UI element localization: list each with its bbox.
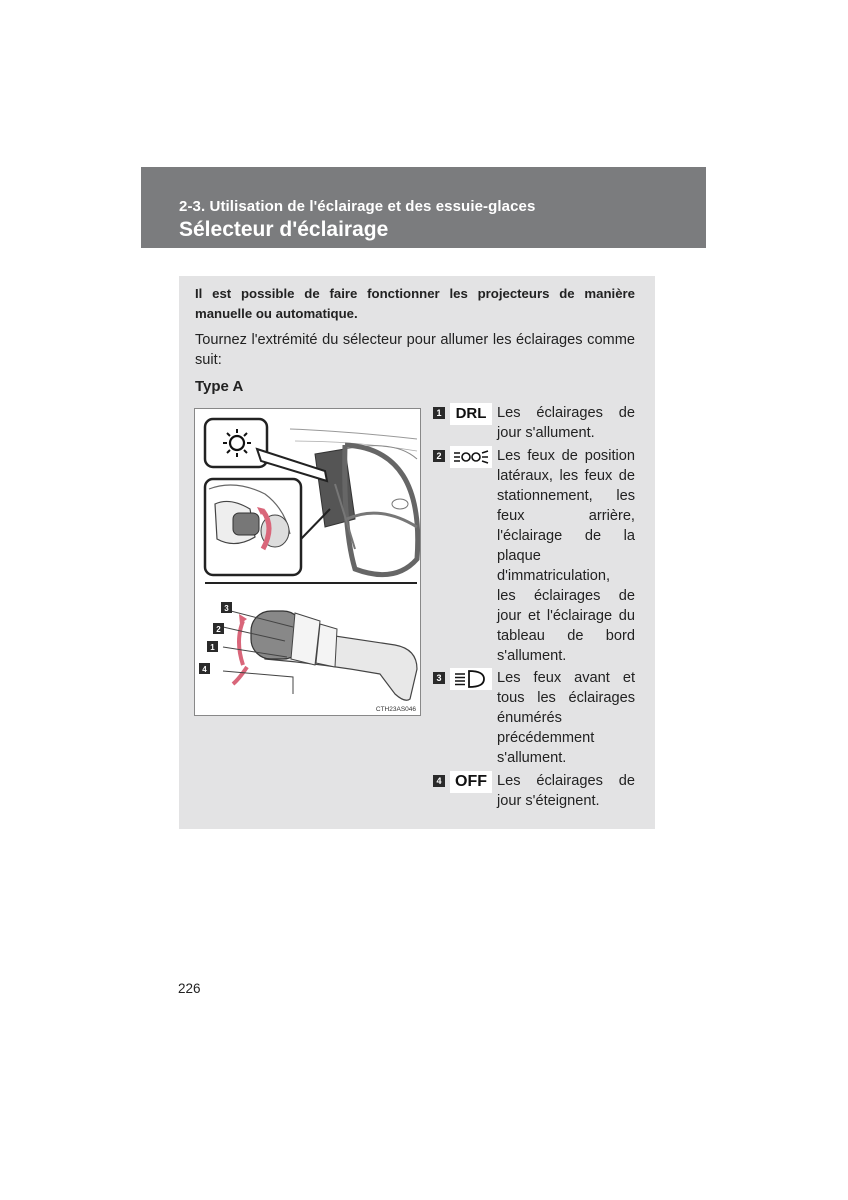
item-line: s'allument. <box>497 750 567 766</box>
item-line: précédemment <box>497 730 595 746</box>
callout-4: 4 <box>202 665 207 674</box>
item-line: énumérés <box>497 710 562 726</box>
item-line: jour s'allument. <box>497 425 595 441</box>
figure-code: CTH23AS046 <box>375 706 416 713</box>
item-line: Les éclairages de <box>497 773 635 789</box>
off-text-icon <box>450 771 492 793</box>
item-line: s'allument. <box>497 648 567 664</box>
callout-2: 2 <box>216 625 221 634</box>
intro-bold-text: Il est possible de faire fonctionner les projecteurs de manière manuelle ou automatique. <box>195 286 635 321</box>
item-line: feux arrière, <box>497 508 635 524</box>
item-number: 3 <box>433 672 445 684</box>
item-line: Les éclairages de <box>497 405 635 421</box>
item-line: jour s'éteignent. <box>497 793 600 809</box>
light-switch-drawing <box>195 409 420 715</box>
item-line: tableau de bord <box>497 628 635 644</box>
intro-text: Tournez l'extrémité du sélecteur pour allumer les éclairages comme suit: <box>195 332 635 368</box>
section-title: 2-3. Utilisation de l'éclairage et des essuie-glaces <box>179 198 536 215</box>
headlight-icon <box>450 668 492 690</box>
item-line: Les feux avant et <box>497 670 635 686</box>
content-panel <box>179 276 655 829</box>
item-line: plaque <box>497 548 541 564</box>
item-line: stationnement, les <box>497 488 635 504</box>
item-line: latéraux, les feux de <box>497 468 635 484</box>
item-symbol-text: OFF <box>455 773 487 790</box>
item-line: tous les éclairages <box>497 690 635 706</box>
item-symbol-text: DRL <box>455 405 487 422</box>
callout-1: 1 <box>210 643 215 652</box>
item-number: 2 <box>433 450 445 462</box>
item-line: d'immatriculation, <box>497 568 611 584</box>
item-number: 1 <box>433 407 445 419</box>
item-number: 4 <box>433 775 445 787</box>
callout-3: 3 <box>224 604 229 613</box>
item-line: les éclairages de <box>497 588 635 604</box>
drl-text-icon <box>450 403 492 425</box>
item-line: jour et l'éclairage du <box>497 608 635 624</box>
section-header <box>141 167 706 248</box>
page-title: Sélecteur d'éclairage <box>179 218 389 241</box>
side-lights-icon <box>450 446 492 468</box>
item-line: l'éclairage de la <box>497 528 635 544</box>
type-label: Type A <box>195 378 244 395</box>
item-line: Les feux de position <box>497 448 635 464</box>
light-switch-illustration <box>194 408 421 716</box>
page-number: 226 <box>178 981 201 996</box>
